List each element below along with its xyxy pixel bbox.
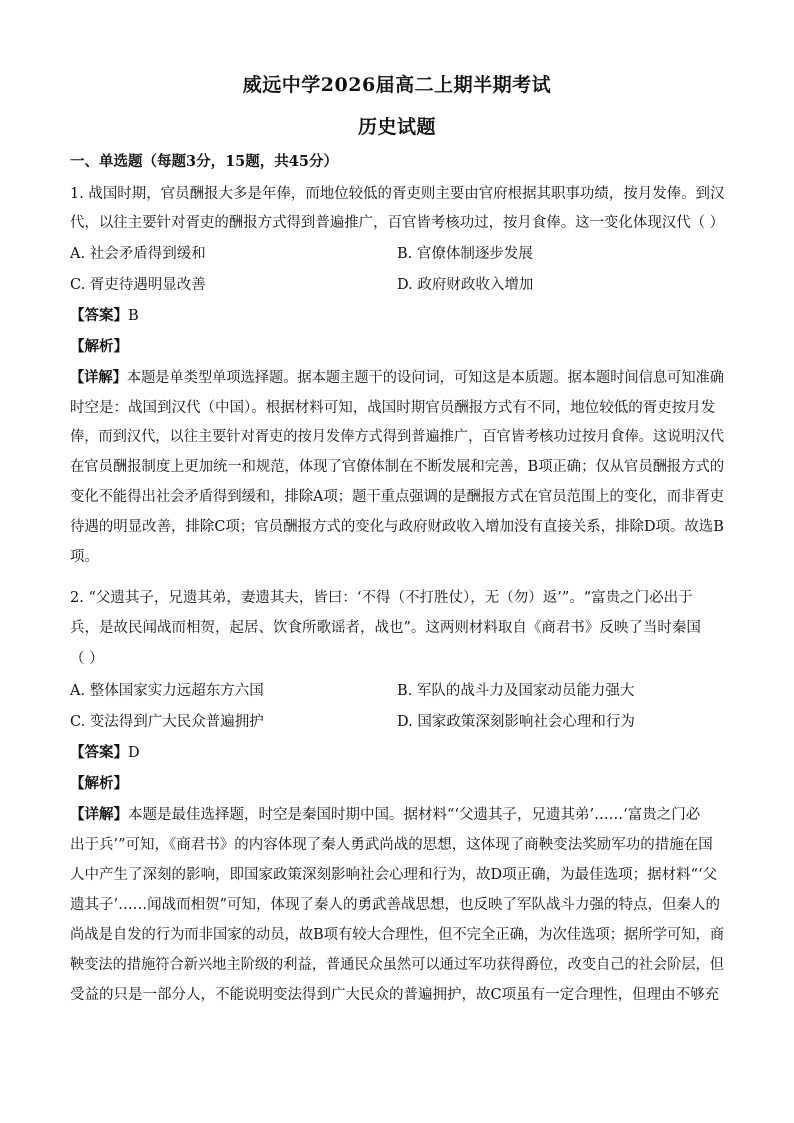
q2-detail-line: [70, 806, 700, 824]
q2-option-c: C. 变法得到广大民众普遍拥护: [70, 714, 264, 730]
q2-stem-line: 兵，是故民闻战而相贺，起居、饮食所歌谣者，战也”。这两则材料取自《商君书》反映了当时秦国: [70, 620, 701, 636]
detail-tag: 【详解】: [70, 369, 127, 386]
q1-detail-line: 项。: [70, 549, 99, 565]
q2-detail-line: 受益的只是一部分人，不能说明变法得到广大民众的普遍拥护，故C项虽有一定合理性，但理由不够充: [70, 987, 720, 1003]
q2-detail-line: 出于兵’”可知，《商君书》的内容体现了秦人勇武尚战的思想，这体现了商鞅变法奖励军功的措施在国: [70, 837, 713, 853]
exam-subtitle: 历史试题: [357, 116, 436, 138]
q2-detail-line: 遗其子’……闻战而相贺”可知，体现了秦人的勇武善战思想，也反映了军队战斗力强的特点，但秦人的: [70, 897, 721, 913]
q1-stem-line: 1. 战国时期，官员酬报大多是年俸，而地位较低的胥吏则主要由官府根据其职事功绩，按月发俸。到汉: [70, 186, 725, 202]
q2-option-a: A. 整体国家实力远超东方六国: [70, 683, 264, 699]
answer-tag: 【答案】: [70, 307, 128, 324]
q2-option-d: D. 国家政策深刻影响社会心理和行为: [397, 714, 635, 730]
q1-option-d: D. 政府财政收入增加: [397, 277, 534, 293]
q1-option-a: A. 社会矛盾得到缓和: [70, 246, 206, 262]
q1-detail-line: 时空是：战国到汉代（中国）。根据材料可知，战国时期官员酬报方式有不同，地位较低的胥吏按月发: [70, 400, 716, 416]
q1-detail-line: [70, 369, 724, 387]
q1-detail-line: 变化不能得出社会矛盾得到缓和，排除A项；题干重点强调的是酬报方式在官员范围上的变化，而非胥吏: [70, 489, 724, 505]
q2-detail-line: 鞅变法的措施符合新兴地主阶级的利益，普通民众虽然可以通过军功获得爵位，改变自己的社会阶层，但: [70, 957, 724, 973]
q2-detail-line: 人中产生了深刻的影响，即国家政策深刻影响社会心理和行为，故D项正确，为最佳选项；据材料“‘父: [70, 867, 718, 883]
q1-detail-line: 在官员酬报制度上更加统一和规范，体现了官僚体制在不断发展和完善，B项正确；仅从官员酬报方式的: [70, 459, 725, 475]
q1-detail-line: 待遇的明显改善，排除C项；官员酬报方式的变化与政府财政收入增加没有直接关系，排除D项。故选B: [70, 519, 724, 535]
detail-tag: 【详解】: [70, 806, 128, 823]
q1-option-b: B. 官僚体制逐步发展: [397, 246, 533, 262]
q2-detail-line: 尚战是自发的行为而非国家的动员，故B项有较大合理性，但不完全正确，为次佳选项；据所学可知，商: [70, 927, 725, 943]
q2-analysis-tag: 【解析】: [70, 775, 128, 792]
answer-value: B: [128, 308, 139, 324]
q1-stem-line: 代，以往主要针对胥吏的酬报方式得到普遍推广，百官皆考核功过，按月食俸。这一变化体现汉代（ ）: [70, 215, 725, 231]
q2-answer: [70, 744, 140, 762]
detail-text: 本题是单类型单项选择题。据本题主题干的设问词，可知这是本质题。据本题时间信息可知准确: [126, 370, 724, 386]
q2-option-b: B. 军队的战斗力及国家动员能力强大: [397, 683, 635, 699]
q1-analysis-tag: 【解析】: [70, 338, 128, 355]
detail-text: 本题是最佳选择题，时空是秦国时期中国。据材料“‘父遗其子，兄遗其弟’……‘富贵之门必: [128, 807, 701, 823]
exam-title: 威远中学2026届高二上期半期考试: [242, 74, 552, 96]
q2-stem-line: 2. “父遗其子，兄遗其弟，妻遗其夫，皆曰：‘不得（不打胜仗），无（勿）返’”。“富贵之门必出于: [70, 590, 693, 606]
section-heading: 一、单选题（每题3分，15题，共45分）: [70, 153, 338, 170]
q1-option-c: C. 胥吏待遇明显改善: [70, 277, 206, 293]
answer-tag: 【答案】: [70, 744, 128, 761]
answer-value: D: [128, 745, 140, 761]
q2-stem-line: （ ）: [70, 651, 104, 667]
q1-detail-line: 俸，而到汉代，以往主要针对胥吏的按月发俸方式得到普遍推广，百官皆考核功过按月食俸。这说明汉代: [70, 429, 724, 445]
q1-answer: [70, 307, 139, 325]
